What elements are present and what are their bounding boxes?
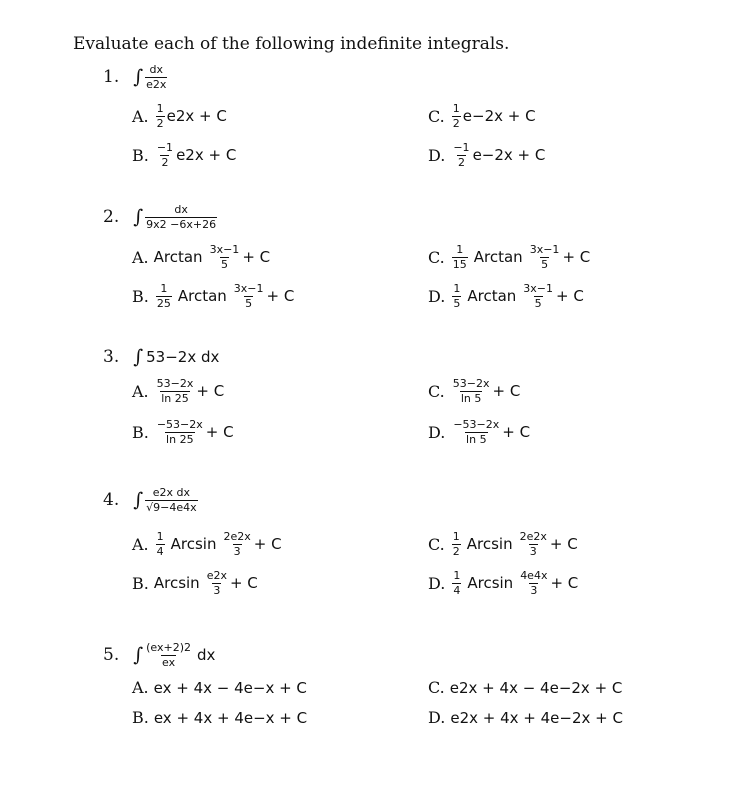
answer-fraction <box>452 419 500 445</box>
choice-3b[interactable] <box>132 419 234 445</box>
constant: + C <box>556 287 584 306</box>
answer-den: ln 5 <box>466 432 487 446</box>
choice-label: B. <box>132 145 149 165</box>
arg-num: 2e2x <box>519 530 547 543</box>
coef-num: 1 <box>452 530 460 543</box>
argument-fraction <box>209 244 241 270</box>
choice-label: B. <box>132 708 149 727</box>
function-name: Arctan <box>153 248 203 267</box>
choice-label: A. <box>132 534 149 554</box>
integrand-fraction <box>145 642 192 668</box>
choice-label: D. <box>428 286 446 306</box>
choice-1c[interactable] <box>428 103 536 129</box>
argument-fraction <box>233 283 265 309</box>
coef-den: 2 <box>452 116 460 130</box>
coef-num: 1 <box>456 243 464 256</box>
arg-den: 3 <box>530 583 538 597</box>
argument-fraction <box>522 283 554 309</box>
arg-num: 2e2x <box>223 530 251 543</box>
choice-label: D. <box>428 573 446 593</box>
choice-5b[interactable] <box>132 708 307 727</box>
coefficient-fraction <box>156 283 172 309</box>
coef-den: 15 <box>452 257 467 271</box>
integrand-fraction <box>145 64 167 90</box>
constant: + C <box>229 574 258 593</box>
question-number: 3. <box>103 347 120 367</box>
argument-fraction <box>206 570 228 596</box>
choice-2b[interactable] <box>132 283 294 309</box>
answer-den: ln 25 <box>161 391 189 405</box>
answer-den: ln 25 <box>166 432 194 446</box>
argument-fraction <box>222 531 251 557</box>
answer-num: −53−2x <box>156 418 203 431</box>
constant: + C <box>196 382 225 401</box>
coefficient-fraction <box>452 531 461 557</box>
arg-num: 3x−1 <box>209 243 240 256</box>
choice-1d[interactable] <box>428 142 545 168</box>
function-name: Arcsin <box>466 535 513 554</box>
choice-expression: ex + 4x + 4e−x + C <box>153 708 308 727</box>
arg-den: 3 <box>213 583 221 597</box>
choice-3a[interactable] <box>132 378 224 404</box>
arg-num: 4e4x <box>520 569 548 582</box>
arg-num: 3x−1 <box>233 282 264 295</box>
coefficient-fraction <box>156 103 165 129</box>
integrand-fraction <box>145 204 217 230</box>
instructions: Evaluate each of the following indefinite integrals. <box>73 34 510 54</box>
question-5-stem <box>103 642 215 668</box>
choice-label: C. <box>428 381 445 401</box>
choice-label: A. <box>132 678 149 697</box>
coef-den: 25 <box>156 296 171 310</box>
choice-1b[interactable] <box>132 142 236 168</box>
choice-label: A. <box>132 106 149 126</box>
choice-label: A. <box>132 381 149 401</box>
coefficient-fraction <box>452 570 461 596</box>
coef-den: 2 <box>156 116 164 130</box>
coefficient-fraction <box>452 142 470 168</box>
arg-den: 5 <box>220 257 228 271</box>
answer-fraction <box>156 419 204 445</box>
function-name: Arcsin <box>170 535 217 554</box>
choice-label: C. <box>428 247 445 267</box>
coef-num: −1 <box>156 141 174 154</box>
question-3-stem <box>103 346 219 368</box>
choice-4c[interactable] <box>428 531 578 557</box>
integral-sign: ∫ <box>133 644 144 667</box>
question-4-stem <box>103 487 200 513</box>
answer-num: 53−2x <box>452 377 490 390</box>
argument-fraction <box>529 244 561 270</box>
choice-5d[interactable] <box>428 708 623 727</box>
choice-expression: ex + 4x − 4e−x + C <box>153 678 307 697</box>
integral-sign: ∫ <box>133 206 144 229</box>
choice-1a[interactable] <box>132 103 227 129</box>
constant: + C <box>549 535 578 554</box>
answer-num: −53−2x <box>453 418 500 431</box>
integrand-fraction <box>145 487 198 513</box>
function-name: Arcsin <box>153 574 200 593</box>
coef-den: 4 <box>453 583 461 597</box>
integrand-numerator: dx <box>174 203 188 216</box>
function-name: Arctan <box>473 248 523 267</box>
integrand-denominator: √9−4e4x <box>146 500 197 514</box>
function-name: Arctan <box>177 287 227 306</box>
constant: + C <box>562 248 591 267</box>
arg-den: 3 <box>529 544 537 558</box>
coef-num: 1 <box>453 282 461 295</box>
integrand-denominator: ex <box>162 655 176 669</box>
answer-fraction <box>156 378 195 404</box>
constant: + C <box>242 248 271 267</box>
integral-sign: ∫ <box>133 66 144 89</box>
integrand-denominator: 9x2 −6x+26 <box>146 217 217 231</box>
choice-label: B. <box>132 286 149 306</box>
choice-2c[interactable] <box>428 244 590 270</box>
choice-label: C. <box>428 678 445 697</box>
choice-4a[interactable] <box>132 531 282 557</box>
argument-fraction <box>519 570 548 596</box>
choice-2d[interactable] <box>428 283 584 309</box>
coef-den: 4 <box>156 544 164 558</box>
arg-num: 3x−1 <box>529 243 560 256</box>
question-number: 2. <box>103 207 120 228</box>
integrand-expression: 53−2x dx <box>146 348 220 366</box>
arg-den: 3 <box>233 544 241 558</box>
arg-den: 5 <box>534 296 542 310</box>
function-name: Arcsin <box>467 574 514 593</box>
choice-expression: e2x + C <box>176 146 237 165</box>
coefficient-fraction <box>452 103 461 129</box>
choice-5a[interactable] <box>132 678 307 697</box>
answer-fraction <box>452 378 491 404</box>
integral-sign: ∫ <box>133 346 144 368</box>
choice-expression: e−2x + C <box>472 146 546 165</box>
constant: + C <box>253 535 282 554</box>
choice-label: C. <box>428 534 445 554</box>
arg-num: 3x−1 <box>523 282 554 295</box>
choice-label: B. <box>132 422 149 442</box>
choice-label: D. <box>428 422 446 442</box>
coef-num: 1 <box>160 282 168 295</box>
choice-expression: e2x + 4x + 4e−2x + C <box>450 708 623 727</box>
choice-label: A. <box>132 247 149 267</box>
integrand-differential: dx <box>197 646 216 665</box>
integrand-numerator: dx <box>149 63 164 76</box>
coef-den: 5 <box>453 296 461 310</box>
constant: + C <box>205 423 234 442</box>
integrand-denominator: e2x <box>146 77 167 91</box>
coef-num: 1 <box>452 102 460 115</box>
argument-fraction <box>519 531 548 557</box>
coef-num: 1 <box>156 102 164 115</box>
choice-label: D. <box>428 708 446 727</box>
choice-2a[interactable] <box>132 244 270 270</box>
coef-den: 2 <box>457 155 465 169</box>
integrand-numerator: e2x dx <box>152 486 191 499</box>
choice-expression: e−2x + C <box>462 107 536 126</box>
question-2-stem <box>103 204 219 230</box>
integral-sign: ∫ <box>133 489 144 512</box>
question-number: 4. <box>103 490 120 511</box>
coefficient-fraction <box>452 283 461 309</box>
choice-3c[interactable] <box>428 378 520 404</box>
coefficient-fraction <box>452 244 468 270</box>
choice-expression: e2x + 4x − 4e−2x + C <box>449 678 623 697</box>
choice-4d[interactable] <box>428 570 578 596</box>
constant: + C <box>492 382 521 401</box>
question-1-stem <box>103 64 169 90</box>
function-name: Arctan <box>467 287 517 306</box>
arg-num: e2x <box>206 569 227 582</box>
coef-num: −1 <box>453 141 470 154</box>
choice-label: D. <box>428 145 446 165</box>
constant: + C <box>502 423 531 442</box>
coef-num: 1 <box>453 569 461 582</box>
arg-den: 5 <box>245 296 253 310</box>
choice-label: B. <box>132 573 149 593</box>
constant: + C <box>266 287 295 306</box>
arg-den: 5 <box>541 257 549 271</box>
answer-den: ln 5 <box>460 391 482 405</box>
choice-label: C. <box>428 106 445 126</box>
question-number: 5. <box>103 645 120 666</box>
coefficient-fraction <box>156 531 165 557</box>
coef-den: 2 <box>161 155 169 169</box>
choice-3d[interactable] <box>428 419 530 445</box>
coef-num: 1 <box>156 530 164 543</box>
choice-4b[interactable] <box>132 570 258 596</box>
coefficient-fraction <box>156 142 174 168</box>
choice-expression: e2x + C <box>166 107 227 126</box>
coef-den: 2 <box>452 544 460 558</box>
answer-num: 53−2x <box>156 377 194 390</box>
constant: + C <box>550 574 579 593</box>
integrand-numerator: (ex+2)2 <box>146 641 192 654</box>
choice-5c[interactable] <box>428 678 622 697</box>
question-number: 1. <box>103 67 120 88</box>
